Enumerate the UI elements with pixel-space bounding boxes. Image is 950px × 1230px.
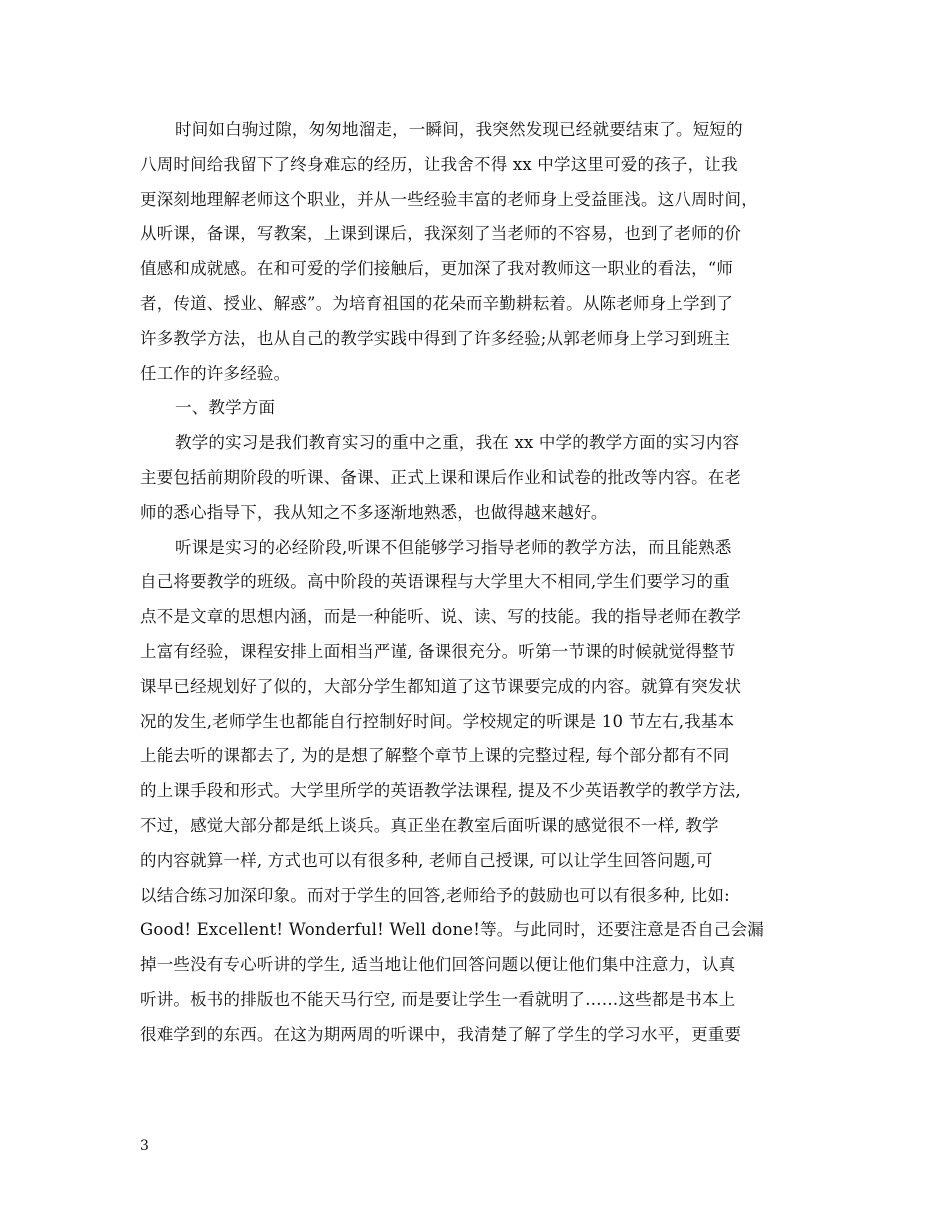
text-line: 上能去听的课都去了, 为的是想了解整个章节上课的完整过程, 每个部分都有不同 xyxy=(140,746,730,766)
text-line: 从听课，备课，写教案，上课到课后，我深刻了当老师的不容易，也到了老师的价 xyxy=(140,224,742,244)
text-line: 八周时间给我留下了终身难忘的经历，让我舍不得 xx 中学这里可爱的孩子，让我 xyxy=(140,154,738,174)
text-line: 任工作的许多经验。 xyxy=(140,363,291,383)
text-line: 者，传道、授业、解惑”。为培育祖国的花朵而辛勤耕耘着。从陈老师身上学到了 xyxy=(140,293,734,313)
body-text xyxy=(140,113,820,1053)
text-line: Good! Excellent! Wonderful! Well done!等。与此同时，还要注意是否自己会漏 xyxy=(140,920,764,940)
text-line: 听课是实习的必经阶段,听课不但能够学习指导老师的教学方法，而且能熟悉 xyxy=(175,537,732,557)
text-line: 掉一些没有专心听讲的学生, 适当地让他们回答问题以便让他们集中注意力，认真 xyxy=(140,955,736,975)
page-number: 3 xyxy=(140,1138,149,1154)
text-line: 的上课手段和形式。大学里所学的英语教学法课程, 提及不少英语教学的教学方法, xyxy=(140,781,741,801)
text-line: 课早已经规划好了似的，大部分学生都知道了这节课要完成的内容。就算有突发状 xyxy=(140,676,742,696)
text-line: 值感和成就感。在和可爱的学们接触后，更加深了我对教师这一职业的看法，“师 xyxy=(140,259,734,279)
text-line: 的内容就算一样, 方式也可以有很多种, 老师自己授课, 可以让学生回答问题,可 xyxy=(140,850,713,870)
text-line: 师的悉心指导下，我从知之不多逐渐地熟悉，也做得越来越好。 xyxy=(140,502,608,522)
text-line: 教学的实习是我们教育实习的重中之重，我在 xx 中学的教学方面的实习内容 xyxy=(175,433,740,453)
text-line: 况的发生,老师学生也都能自行控制好时间。学校规定的听课是 10 节左右,我基本 xyxy=(140,711,735,731)
text-line: 更深刻地理解老师这个职业，并从一些经验丰富的老师身上受益匪浅。这八周时间， xyxy=(140,189,758,209)
text-line: 不过，感觉大部分都是纸上谈兵。真正坐在教室后面听课的感觉很不一样, 教学 xyxy=(140,815,719,835)
text-line: 许多教学方法，也从自己的教学实践中得到了许多经验;从郭老师身上学习到班主 xyxy=(140,328,731,348)
text-line: 主要包括前期阶段的听课、备课、正式上课和课后作业和试卷的批改等内容。在老 xyxy=(140,467,742,487)
text-line: 上富有经验，课程安排上面相当严谨, 备课很充分。听第一节课的时候就觉得整节 xyxy=(140,641,736,661)
text-line: 点不是文章的思想内涵，而是一种能听、说、读、写的技能。我的指导老师在教学 xyxy=(140,607,742,627)
text-line: 以结合练习加深印象。而对于学生的回答,老师给予的鼓励也可以有很多种, 比如: xyxy=(140,885,730,905)
text-line: 很难学到的东西。在这为期两周的听课中，我清楚了解了学生的学习水平，更重要 xyxy=(140,1024,742,1044)
text-line: 自己将要教学的班级。高中阶段的英语课程与大学里大不相同,学生们要学习的重 xyxy=(140,572,730,592)
section-heading: 一、教学方面 xyxy=(175,398,276,418)
text-line: 时间如白驹过隙，匆匆地溜走，一瞬间，我突然发现已经就要结束了。短短的 xyxy=(175,120,743,139)
text-line: 听讲。板书的排版也不能天马行空, 而是要让学生一看就明了……这些都是书本上 xyxy=(140,989,736,1009)
